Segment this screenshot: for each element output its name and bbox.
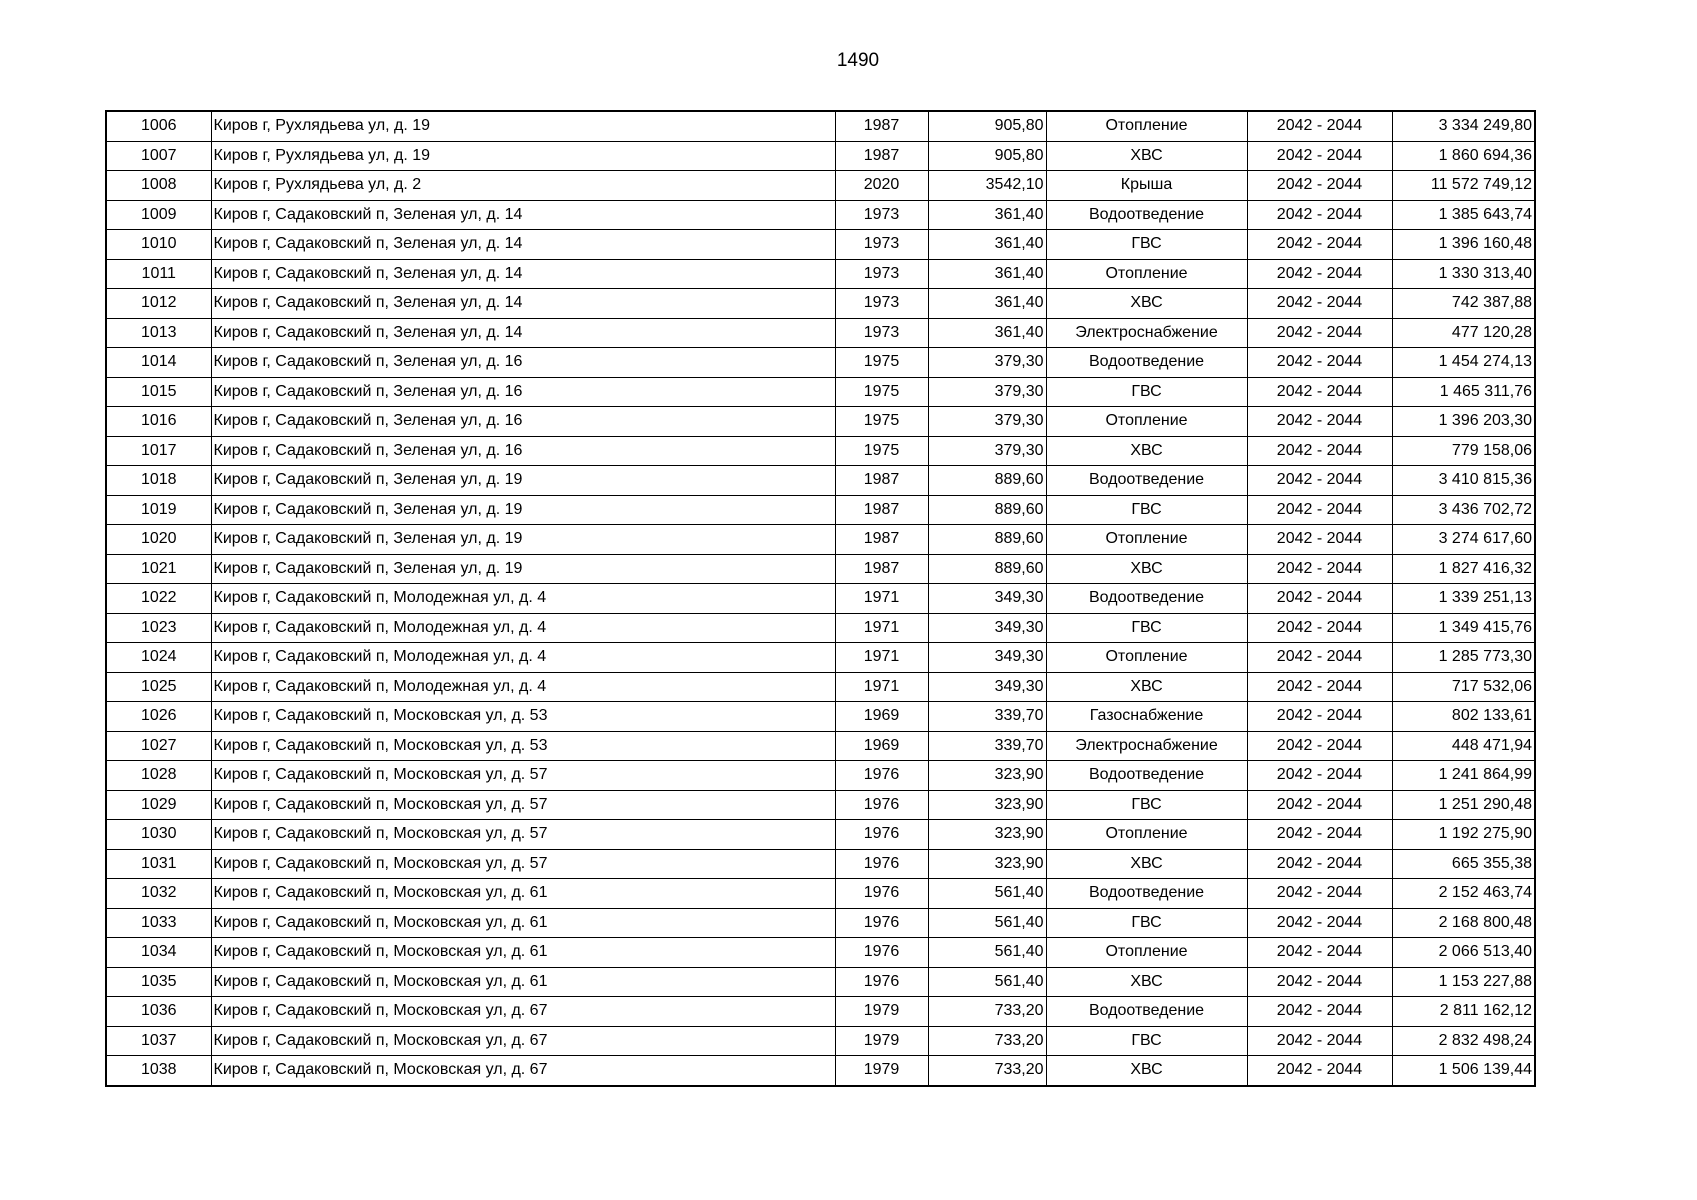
cost-cell: 2 168 800,48 bbox=[1392, 908, 1535, 938]
cost-cell: 3 334 249,80 bbox=[1392, 111, 1535, 141]
row-number-cell: 1009 bbox=[106, 200, 211, 230]
address-cell: Киров г, Садаковский п, Молодежная ул, д. 4 bbox=[211, 584, 835, 614]
cost-cell: 2 832 498,24 bbox=[1392, 1026, 1535, 1056]
work-type-cell: Отопление bbox=[1046, 111, 1247, 141]
cost-cell: 1 454 274,13 bbox=[1392, 348, 1535, 378]
area-cell: 379,30 bbox=[928, 407, 1046, 437]
year-built-cell: 1987 bbox=[835, 554, 928, 584]
area-cell: 889,60 bbox=[928, 495, 1046, 525]
address-cell: Киров г, Садаковский п, Зеленая ул, д. 16 bbox=[211, 348, 835, 378]
address-cell: Киров г, Садаковский п, Московская ул, д. 67 bbox=[211, 997, 835, 1027]
area-cell: 561,40 bbox=[928, 938, 1046, 968]
area-cell: 339,70 bbox=[928, 702, 1046, 732]
row-number-cell: 1014 bbox=[106, 348, 211, 378]
cost-cell: 11 572 749,12 bbox=[1392, 171, 1535, 201]
work-type-cell: ГВС bbox=[1046, 613, 1247, 643]
area-cell: 349,30 bbox=[928, 643, 1046, 673]
table-row bbox=[106, 997, 1535, 1027]
work-type-cell: ГВС bbox=[1046, 908, 1247, 938]
table-row bbox=[106, 938, 1535, 968]
period-cell: 2042 - 2044 bbox=[1247, 1026, 1392, 1056]
period-cell: 2042 - 2044 bbox=[1247, 554, 1392, 584]
address-cell: Киров г, Садаковский п, Зеленая ул, д. 16 bbox=[211, 436, 835, 466]
address-cell: Киров г, Садаковский п, Зеленая ул, д. 19 bbox=[211, 525, 835, 555]
row-number-cell: 1008 bbox=[106, 171, 211, 201]
row-number-cell: 1020 bbox=[106, 525, 211, 555]
cost-cell: 1 860 694,36 bbox=[1392, 141, 1535, 171]
work-type-cell: Отопление bbox=[1046, 525, 1247, 555]
work-type-cell: Водоотведение bbox=[1046, 200, 1247, 230]
row-number-cell: 1024 bbox=[106, 643, 211, 673]
work-type-cell: ХВС bbox=[1046, 967, 1247, 997]
cost-cell: 477 120,28 bbox=[1392, 318, 1535, 348]
cost-cell: 3 410 815,36 bbox=[1392, 466, 1535, 496]
period-cell: 2042 - 2044 bbox=[1247, 1056, 1392, 1086]
table-row bbox=[106, 171, 1535, 201]
cost-cell: 1 251 290,48 bbox=[1392, 790, 1535, 820]
year-built-cell: 1973 bbox=[835, 318, 928, 348]
address-cell: Киров г, Садаковский п, Молодежная ул, д. 4 bbox=[211, 643, 835, 673]
work-type-cell: Отопление bbox=[1046, 643, 1247, 673]
area-cell: 733,20 bbox=[928, 1026, 1046, 1056]
period-cell: 2042 - 2044 bbox=[1247, 761, 1392, 791]
row-number-cell: 1031 bbox=[106, 849, 211, 879]
row-number-cell: 1026 bbox=[106, 702, 211, 732]
period-cell: 2042 - 2044 bbox=[1247, 790, 1392, 820]
area-cell: 323,90 bbox=[928, 761, 1046, 791]
period-cell: 2042 - 2044 bbox=[1247, 407, 1392, 437]
address-cell: Киров г, Садаковский п, Зеленая ул, д. 19 bbox=[211, 466, 835, 496]
table-row bbox=[106, 466, 1535, 496]
period-cell: 2042 - 2044 bbox=[1247, 318, 1392, 348]
area-cell: 361,40 bbox=[928, 230, 1046, 260]
area-cell: 733,20 bbox=[928, 1056, 1046, 1086]
table-row bbox=[106, 702, 1535, 732]
work-type-cell: Электроснабжение bbox=[1046, 731, 1247, 761]
period-cell: 2042 - 2044 bbox=[1247, 613, 1392, 643]
year-built-cell: 1987 bbox=[835, 141, 928, 171]
work-type-cell: ХВС bbox=[1046, 554, 1247, 584]
year-built-cell: 1987 bbox=[835, 525, 928, 555]
cost-cell: 1 153 227,88 bbox=[1392, 967, 1535, 997]
work-type-cell: Отопление bbox=[1046, 938, 1247, 968]
year-built-cell: 1973 bbox=[835, 230, 928, 260]
cost-cell: 448 471,94 bbox=[1392, 731, 1535, 761]
table-row bbox=[106, 1026, 1535, 1056]
work-type-cell: Водоотведение bbox=[1046, 466, 1247, 496]
address-cell: Киров г, Садаковский п, Зеленая ул, д. 14 bbox=[211, 259, 835, 289]
cost-cell: 2 066 513,40 bbox=[1392, 938, 1535, 968]
area-cell: 3542,10 bbox=[928, 171, 1046, 201]
area-cell: 379,30 bbox=[928, 348, 1046, 378]
address-cell: Киров г, Садаковский п, Зеленая ул, д. 14 bbox=[211, 289, 835, 319]
year-built-cell: 1976 bbox=[835, 761, 928, 791]
period-cell: 2042 - 2044 bbox=[1247, 141, 1392, 171]
address-cell: Киров г, Садаковский п, Зеленая ул, д. 16 bbox=[211, 407, 835, 437]
table-row bbox=[106, 259, 1535, 289]
work-type-cell: ХВС bbox=[1046, 141, 1247, 171]
row-number-cell: 1021 bbox=[106, 554, 211, 584]
table-row bbox=[106, 879, 1535, 909]
work-type-cell: Водоотведение bbox=[1046, 997, 1247, 1027]
table-row bbox=[106, 407, 1535, 437]
work-type-cell: Отопление bbox=[1046, 407, 1247, 437]
area-cell: 905,80 bbox=[928, 111, 1046, 141]
cost-cell: 1 396 203,30 bbox=[1392, 407, 1535, 437]
area-cell: 889,60 bbox=[928, 525, 1046, 555]
cost-cell: 742 387,88 bbox=[1392, 289, 1535, 319]
area-cell: 905,80 bbox=[928, 141, 1046, 171]
period-cell: 2042 - 2044 bbox=[1247, 908, 1392, 938]
row-number-cell: 1010 bbox=[106, 230, 211, 260]
address-cell: Киров г, Рухлядьева ул, д. 19 bbox=[211, 111, 835, 141]
row-number-cell: 1025 bbox=[106, 672, 211, 702]
period-cell: 2042 - 2044 bbox=[1247, 230, 1392, 260]
table-row bbox=[106, 495, 1535, 525]
period-cell: 2042 - 2044 bbox=[1247, 731, 1392, 761]
work-type-cell: Водоотведение bbox=[1046, 348, 1247, 378]
work-type-cell: ХВС bbox=[1046, 672, 1247, 702]
area-cell: 361,40 bbox=[928, 289, 1046, 319]
year-built-cell: 1976 bbox=[835, 790, 928, 820]
area-cell: 733,20 bbox=[928, 997, 1046, 1027]
row-number-cell: 1017 bbox=[106, 436, 211, 466]
year-built-cell: 1987 bbox=[835, 111, 928, 141]
cost-cell: 779 158,06 bbox=[1392, 436, 1535, 466]
year-built-cell: 1969 bbox=[835, 702, 928, 732]
table-row bbox=[106, 584, 1535, 614]
row-number-cell: 1027 bbox=[106, 731, 211, 761]
period-cell: 2042 - 2044 bbox=[1247, 289, 1392, 319]
repair-schedule-table bbox=[105, 110, 1536, 1087]
year-built-cell: 1971 bbox=[835, 672, 928, 702]
cost-cell: 1 465 311,76 bbox=[1392, 377, 1535, 407]
work-type-cell: ХВС bbox=[1046, 1056, 1247, 1086]
year-built-cell: 1971 bbox=[835, 613, 928, 643]
year-built-cell: 1975 bbox=[835, 407, 928, 437]
address-cell: Киров г, Рухлядьева ул, д. 19 bbox=[211, 141, 835, 171]
row-number-cell: 1016 bbox=[106, 407, 211, 437]
year-built-cell: 1975 bbox=[835, 348, 928, 378]
address-cell: Киров г, Садаковский п, Зеленая ул, д. 19 bbox=[211, 495, 835, 525]
period-cell: 2042 - 2044 bbox=[1247, 672, 1392, 702]
row-number-cell: 1034 bbox=[106, 938, 211, 968]
address-cell: Киров г, Садаковский п, Московская ул, д. 61 bbox=[211, 908, 835, 938]
row-number-cell: 1007 bbox=[106, 141, 211, 171]
work-type-cell: ХВС bbox=[1046, 849, 1247, 879]
cost-cell: 1 330 313,40 bbox=[1392, 259, 1535, 289]
address-cell: Киров г, Садаковский п, Московская ул, д. 53 bbox=[211, 702, 835, 732]
period-cell: 2042 - 2044 bbox=[1247, 967, 1392, 997]
row-number-cell: 1006 bbox=[106, 111, 211, 141]
period-cell: 2042 - 2044 bbox=[1247, 348, 1392, 378]
address-cell: Киров г, Садаковский п, Московская ул, д. 61 bbox=[211, 967, 835, 997]
cost-cell: 3 274 617,60 bbox=[1392, 525, 1535, 555]
year-built-cell: 1976 bbox=[835, 967, 928, 997]
address-cell: Киров г, Садаковский п, Московская ул, д. 61 bbox=[211, 938, 835, 968]
area-cell: 339,70 bbox=[928, 731, 1046, 761]
area-cell: 561,40 bbox=[928, 967, 1046, 997]
table-row bbox=[106, 111, 1535, 141]
year-built-cell: 1976 bbox=[835, 849, 928, 879]
area-cell: 349,30 bbox=[928, 613, 1046, 643]
cost-cell: 2 811 162,12 bbox=[1392, 997, 1535, 1027]
area-cell: 361,40 bbox=[928, 200, 1046, 230]
row-number-cell: 1037 bbox=[106, 1026, 211, 1056]
year-built-cell: 1969 bbox=[835, 731, 928, 761]
table-row bbox=[106, 436, 1535, 466]
address-cell: Киров г, Садаковский п, Московская ул, д. 67 bbox=[211, 1056, 835, 1086]
area-cell: 889,60 bbox=[928, 554, 1046, 584]
table-row bbox=[106, 613, 1535, 643]
row-number-cell: 1018 bbox=[106, 466, 211, 496]
table-row bbox=[106, 348, 1535, 378]
work-type-cell: Отопление bbox=[1046, 820, 1247, 850]
work-type-cell: ГВС bbox=[1046, 377, 1247, 407]
address-cell: Киров г, Садаковский п, Молодежная ул, д. 4 bbox=[211, 613, 835, 643]
work-type-cell: ХВС bbox=[1046, 436, 1247, 466]
period-cell: 2042 - 2044 bbox=[1247, 879, 1392, 909]
cost-cell: 1 285 773,30 bbox=[1392, 643, 1535, 673]
year-built-cell: 1987 bbox=[835, 466, 928, 496]
table-row bbox=[106, 761, 1535, 791]
table-row bbox=[106, 908, 1535, 938]
cost-cell: 1 506 139,44 bbox=[1392, 1056, 1535, 1086]
cost-cell: 665 355,38 bbox=[1392, 849, 1535, 879]
address-cell: Киров г, Садаковский п, Московская ул, д. 57 bbox=[211, 761, 835, 791]
row-number-cell: 1011 bbox=[106, 259, 211, 289]
year-built-cell: 1979 bbox=[835, 1026, 928, 1056]
row-number-cell: 1022 bbox=[106, 584, 211, 614]
cost-cell: 717 532,06 bbox=[1392, 672, 1535, 702]
row-number-cell: 1035 bbox=[106, 967, 211, 997]
year-built-cell: 1979 bbox=[835, 997, 928, 1027]
address-cell: Киров г, Садаковский п, Московская ул, д. 61 bbox=[211, 879, 835, 909]
area-cell: 349,30 bbox=[928, 672, 1046, 702]
table-row bbox=[106, 849, 1535, 879]
area-cell: 379,30 bbox=[928, 377, 1046, 407]
row-number-cell: 1023 bbox=[106, 613, 211, 643]
table-row bbox=[106, 289, 1535, 319]
period-cell: 2042 - 2044 bbox=[1247, 849, 1392, 879]
address-cell: Киров г, Садаковский п, Зеленая ул, д. 14 bbox=[211, 230, 835, 260]
area-cell: 561,40 bbox=[928, 879, 1046, 909]
table-row bbox=[106, 731, 1535, 761]
table-row bbox=[106, 200, 1535, 230]
area-cell: 323,90 bbox=[928, 820, 1046, 850]
row-number-cell: 1033 bbox=[106, 908, 211, 938]
work-type-cell: Водоотведение bbox=[1046, 584, 1247, 614]
row-number-cell: 1012 bbox=[106, 289, 211, 319]
period-cell: 2042 - 2044 bbox=[1247, 702, 1392, 732]
year-built-cell: 1971 bbox=[835, 584, 928, 614]
area-cell: 323,90 bbox=[928, 790, 1046, 820]
work-type-cell: Водоотведение bbox=[1046, 761, 1247, 791]
address-cell: Киров г, Садаковский п, Московская ул, д. 57 bbox=[211, 820, 835, 850]
table-row bbox=[106, 967, 1535, 997]
area-cell: 561,40 bbox=[928, 908, 1046, 938]
year-built-cell: 1987 bbox=[835, 495, 928, 525]
cost-cell: 1 241 864,99 bbox=[1392, 761, 1535, 791]
cost-cell: 1 827 416,32 bbox=[1392, 554, 1535, 584]
table-row bbox=[106, 230, 1535, 260]
period-cell: 2042 - 2044 bbox=[1247, 495, 1392, 525]
table-row bbox=[106, 820, 1535, 850]
address-cell: Киров г, Садаковский п, Зеленая ул, д. 14 bbox=[211, 318, 835, 348]
area-cell: 349,30 bbox=[928, 584, 1046, 614]
cost-cell: 3 436 702,72 bbox=[1392, 495, 1535, 525]
table-row bbox=[106, 318, 1535, 348]
address-cell: Киров г, Садаковский п, Московская ул, д. 57 bbox=[211, 790, 835, 820]
year-built-cell: 1973 bbox=[835, 200, 928, 230]
period-cell: 2042 - 2044 bbox=[1247, 111, 1392, 141]
work-type-cell: Отопление bbox=[1046, 259, 1247, 289]
period-cell: 2042 - 2044 bbox=[1247, 259, 1392, 289]
year-built-cell: 1971 bbox=[835, 643, 928, 673]
area-cell: 323,90 bbox=[928, 849, 1046, 879]
area-cell: 379,30 bbox=[928, 436, 1046, 466]
period-cell: 2042 - 2044 bbox=[1247, 997, 1392, 1027]
address-cell: Киров г, Садаковский п, Молодежная ул, д. 4 bbox=[211, 672, 835, 702]
work-type-cell: Газоснабжение bbox=[1046, 702, 1247, 732]
period-cell: 2042 - 2044 bbox=[1247, 171, 1392, 201]
table-row bbox=[106, 554, 1535, 584]
period-cell: 2042 - 2044 bbox=[1247, 377, 1392, 407]
work-type-cell: ХВС bbox=[1046, 289, 1247, 319]
table-row bbox=[106, 377, 1535, 407]
address-cell: Киров г, Садаковский п, Московская ул, д. 57 bbox=[211, 849, 835, 879]
year-built-cell: 1975 bbox=[835, 377, 928, 407]
period-cell: 2042 - 2044 bbox=[1247, 820, 1392, 850]
address-cell: Киров г, Садаковский п, Московская ул, д. 53 bbox=[211, 731, 835, 761]
cost-cell: 1 396 160,48 bbox=[1392, 230, 1535, 260]
row-number-cell: 1028 bbox=[106, 761, 211, 791]
work-type-cell: Водоотведение bbox=[1046, 879, 1247, 909]
area-cell: 361,40 bbox=[928, 259, 1046, 289]
period-cell: 2042 - 2044 bbox=[1247, 938, 1392, 968]
row-number-cell: 1019 bbox=[106, 495, 211, 525]
cost-cell: 1 192 275,90 bbox=[1392, 820, 1535, 850]
table-row bbox=[106, 525, 1535, 555]
work-type-cell: Электроснабжение bbox=[1046, 318, 1247, 348]
area-cell: 889,60 bbox=[928, 466, 1046, 496]
row-number-cell: 1032 bbox=[106, 879, 211, 909]
table-row bbox=[106, 643, 1535, 673]
row-number-cell: 1036 bbox=[106, 997, 211, 1027]
work-type-cell: Крыша bbox=[1046, 171, 1247, 201]
work-type-cell: ГВС bbox=[1046, 230, 1247, 260]
period-cell: 2042 - 2044 bbox=[1247, 436, 1392, 466]
cost-cell: 1 339 251,13 bbox=[1392, 584, 1535, 614]
period-cell: 2042 - 2044 bbox=[1247, 584, 1392, 614]
period-cell: 2042 - 2044 bbox=[1247, 466, 1392, 496]
row-number-cell: 1030 bbox=[106, 820, 211, 850]
cost-cell: 2 152 463,74 bbox=[1392, 879, 1535, 909]
address-cell: Киров г, Садаковский п, Зеленая ул, д. 14 bbox=[211, 200, 835, 230]
table-row bbox=[106, 672, 1535, 702]
cost-cell: 802 133,61 bbox=[1392, 702, 1535, 732]
year-built-cell: 1975 bbox=[835, 436, 928, 466]
work-type-cell: ГВС bbox=[1046, 495, 1247, 525]
page-number: 1490 bbox=[836, 50, 880, 71]
table-body bbox=[106, 111, 1535, 1086]
address-cell: Киров г, Садаковский п, Зеленая ул, д. 19 bbox=[211, 554, 835, 584]
table-row bbox=[106, 1056, 1535, 1086]
year-built-cell: 1973 bbox=[835, 289, 928, 319]
period-cell: 2042 - 2044 bbox=[1247, 200, 1392, 230]
period-cell: 2042 - 2044 bbox=[1247, 643, 1392, 673]
year-built-cell: 2020 bbox=[835, 171, 928, 201]
work-type-cell: ГВС bbox=[1046, 790, 1247, 820]
address-cell: Киров г, Рухлядьева ул, д. 2 bbox=[211, 171, 835, 201]
work-type-cell: ГВС bbox=[1046, 1026, 1247, 1056]
year-built-cell: 1976 bbox=[835, 879, 928, 909]
row-number-cell: 1029 bbox=[106, 790, 211, 820]
area-cell: 361,40 bbox=[928, 318, 1046, 348]
address-cell: Киров г, Садаковский п, Московская ул, д. 67 bbox=[211, 1026, 835, 1056]
row-number-cell: 1038 bbox=[106, 1056, 211, 1086]
year-built-cell: 1976 bbox=[835, 938, 928, 968]
year-built-cell: 1976 bbox=[835, 820, 928, 850]
cost-cell: 1 385 643,74 bbox=[1392, 200, 1535, 230]
year-built-cell: 1979 bbox=[835, 1056, 928, 1086]
table-row bbox=[106, 790, 1535, 820]
period-cell: 2042 - 2044 bbox=[1247, 525, 1392, 555]
address-cell: Киров г, Садаковский п, Зеленая ул, д. 16 bbox=[211, 377, 835, 407]
cost-cell: 1 349 415,76 bbox=[1392, 613, 1535, 643]
row-number-cell: 1015 bbox=[106, 377, 211, 407]
year-built-cell: 1973 bbox=[835, 259, 928, 289]
row-number-cell: 1013 bbox=[106, 318, 211, 348]
year-built-cell: 1976 bbox=[835, 908, 928, 938]
table-row bbox=[106, 141, 1535, 171]
